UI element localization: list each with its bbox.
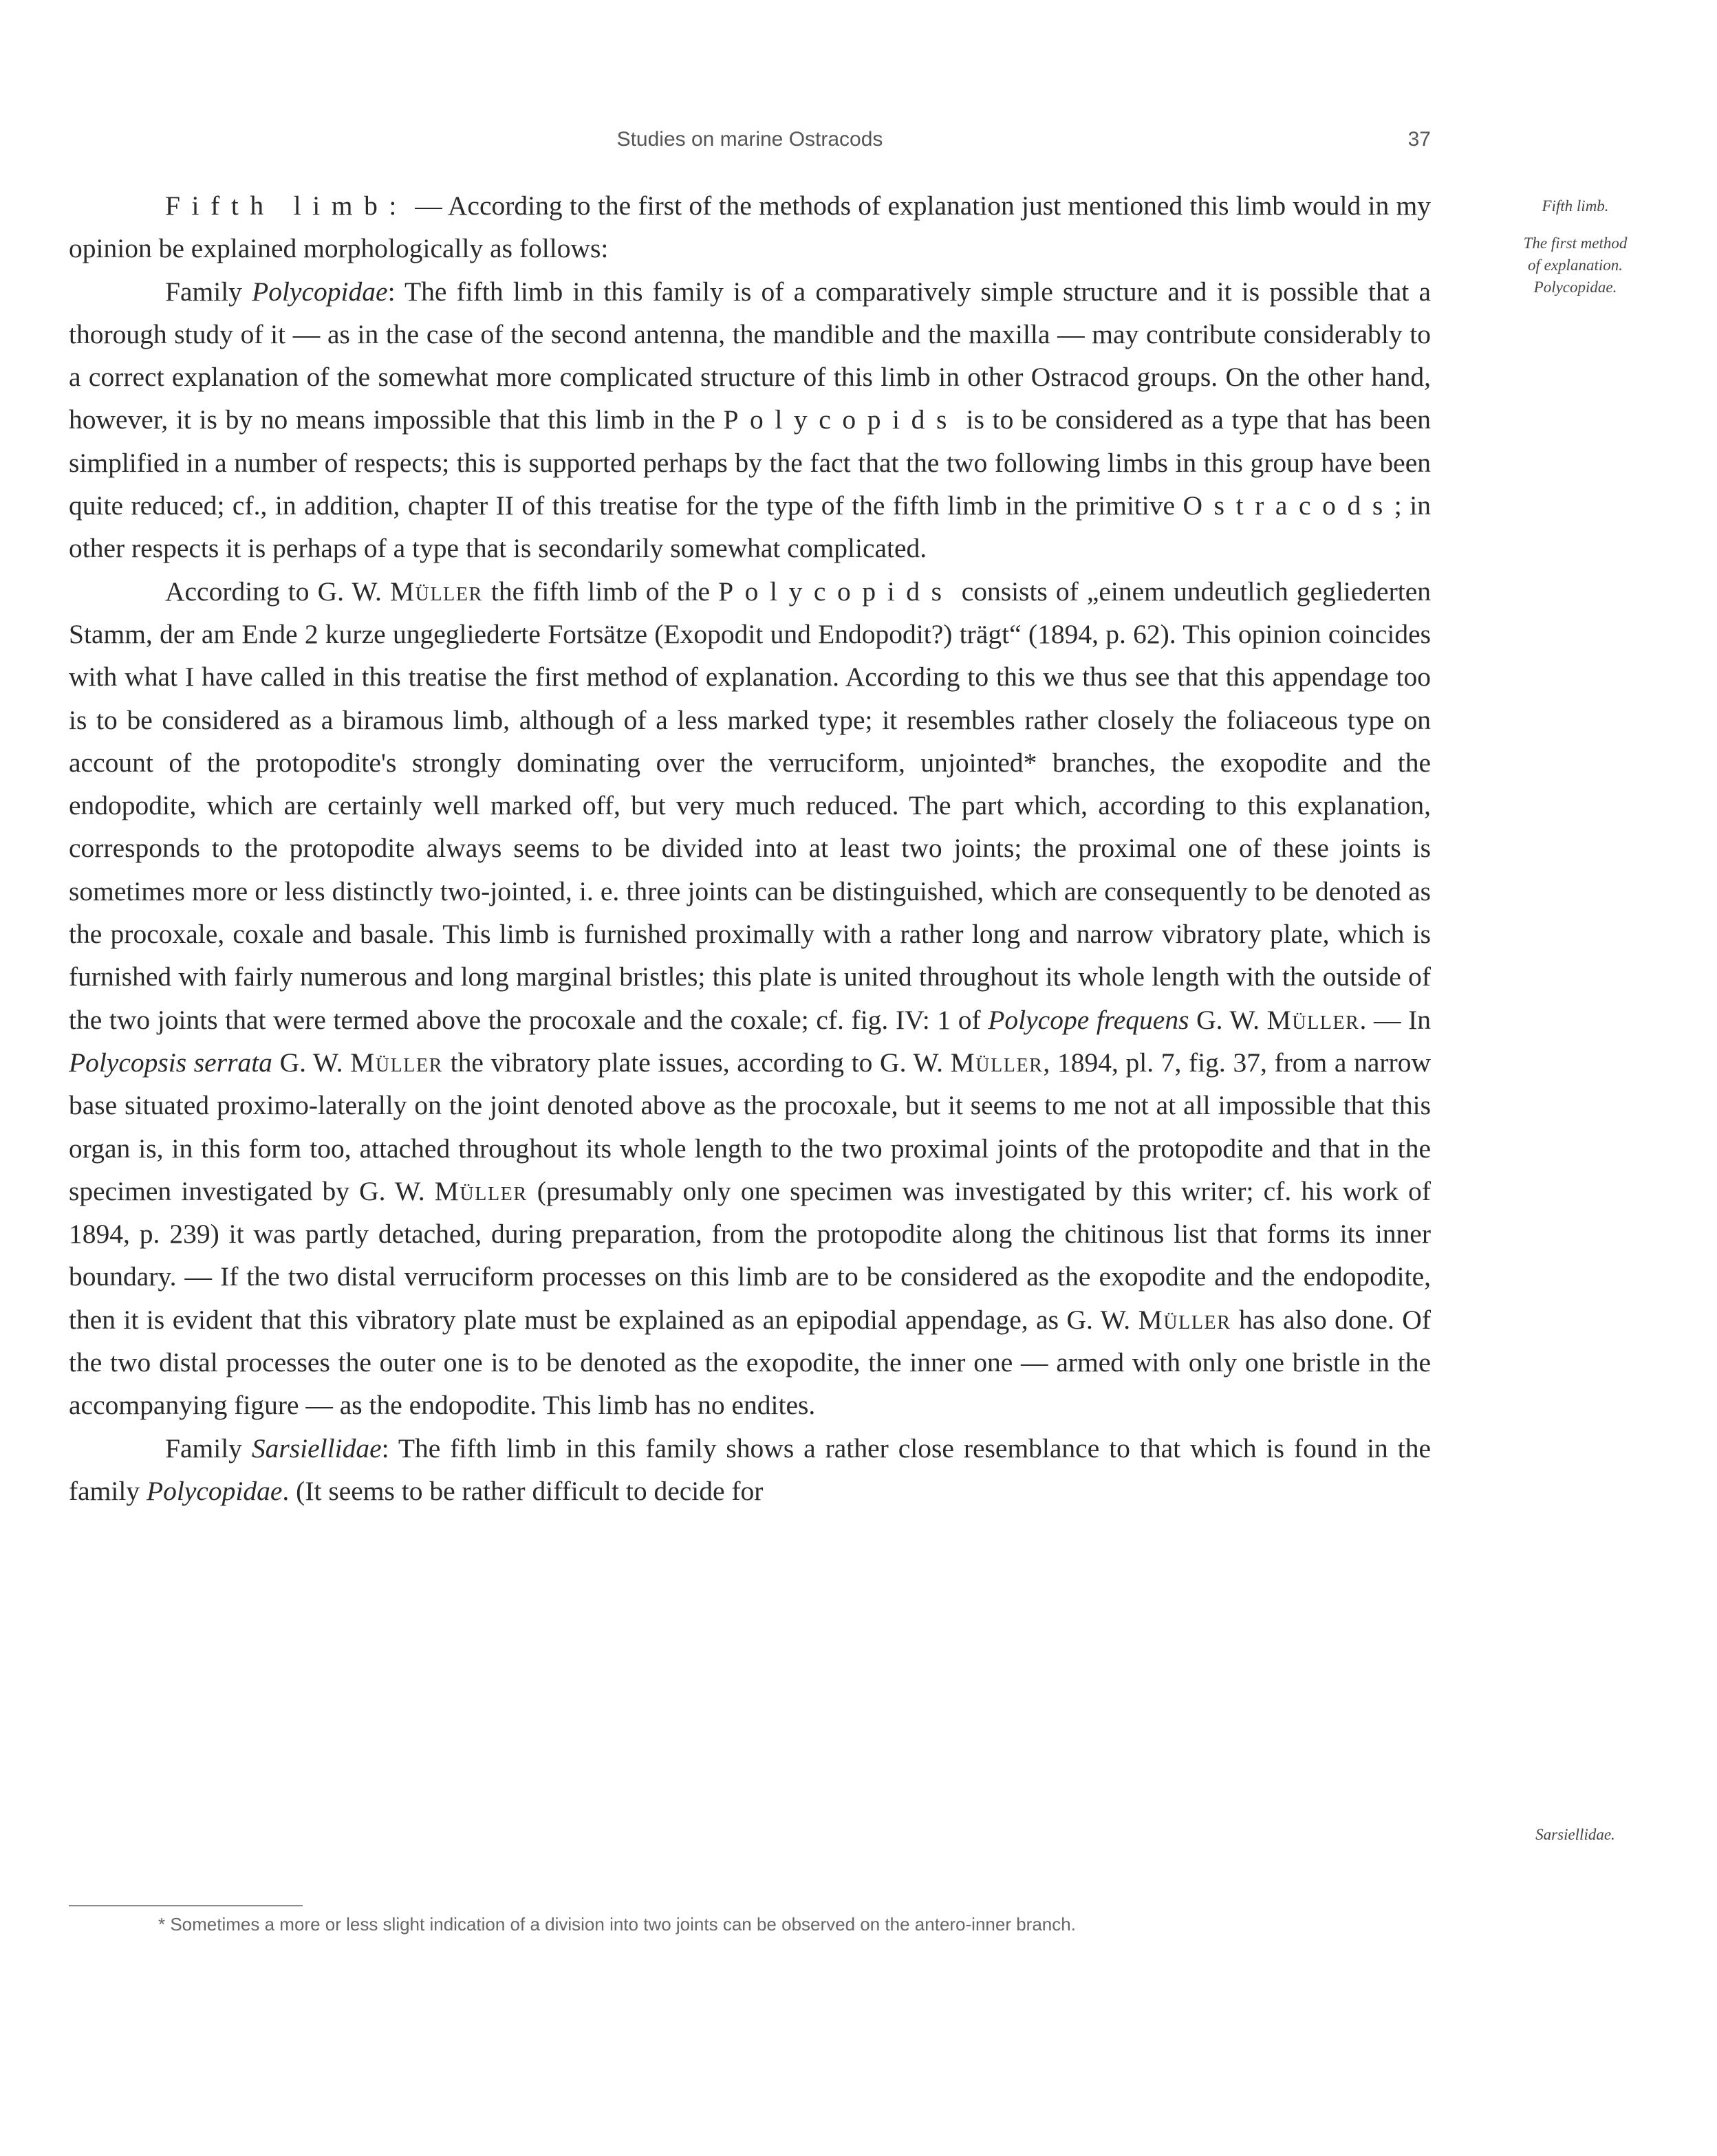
text-run: G. W. — [1189, 1004, 1267, 1035]
spaced-term: Ostracods — [1183, 490, 1394, 521]
author-name: Müller — [389, 576, 483, 607]
text-run: consists of „einem undeutlich gegliederten Stamm, der am Ende 2 kurze ungegliederte Fortsätze (Exopodit und Endopodit?) trägt“ (1894, p. 62). This opinion coincides with what I have called in this treatise the first method of explanation. According to this we thus see that this appendage too is to be considered as a biramous limb, although of a less marked type; it resembles rather closely the foliaceous type on account of the protopodite's strongly dominating over the verruciform, unjointed* branches, the exopodite and the endopodite, which are certainly well marked off, but very much reduced. The part which, according to this explanation, corresponds to the protopodite always seems to be divided into at least two joints; the proximal one of these joints is sometimes more or less distinctly two-jointed, i. e. three joints can be distinguished, which are consequently to be denoted as the procoxale, coxale and basale. This limb is furnished proximally with a rather long and narrow vibratory plate, which is furnished with fairly numerous and long marginal bristles; this plate is united throughout its whole length with the outside of the two joints that were termed above the procoxale and the coxale; cf. fig. IV: 1 of — [69, 576, 1431, 1035]
paragraph-sarsiellidae — [69, 1427, 1431, 1513]
text-run: According to G. W. — [165, 576, 390, 607]
author-name: Müller — [1138, 1304, 1231, 1335]
text-run: . (It seems to be rather difficult to decide for — [282, 1475, 764, 1506]
text-run: has also done. Of the two distal processes the outer one is to be denoted as the exopodite, the inner one — armed with only one bristle in the accompanying figure — as the endopodite. This limb has no endites. — [69, 1304, 1431, 1421]
text-run: (presumably only one specimen was investigated by this writer; cf. his work of 1894, p. 239) it was partly detached, during preparation, from the protopodite along the chitinous list that forms its inner boundary. — If the two distal verruciform processes on this limb are to be considered as the exopodite and the endopodite, then it is evident that this vibratory plate must be explained as an epipodial appendage, as G. W. — [69, 1175, 1432, 1335]
author-name: Müller — [950, 1047, 1044, 1078]
body-text — [69, 184, 1431, 1512]
margin-note-of-explanation: of explanation. — [1528, 257, 1623, 274]
text-run: Family — [165, 276, 252, 307]
text-run: is to be considered as a type that has been simplified in a number of respects; this is supported perhaps by the fact that the two following limbs in this group have been quite reduced; cf., in addition, chapter II of this treatise for the type of the fifth limb in the primitive — [69, 404, 1432, 521]
text-run: Family — [165, 1433, 252, 1463]
author-name: Müller — [350, 1047, 443, 1078]
family-name: Polycopidae — [146, 1475, 283, 1506]
text-run: ; in other respects it is perhaps of a type that is secondarily somewhat complicated. — [69, 490, 1431, 564]
text-run: : The fifth limb in this family shows a rather close resemblance to that which is found in the family — [69, 1433, 1431, 1506]
running-head — [69, 128, 1431, 162]
spaced-term: Polycopids — [718, 576, 953, 607]
spaced-term: Polycopids — [723, 404, 958, 435]
family-name: Sarsiellidae — [251, 1433, 382, 1463]
paragraph-text: — According to the first of the methods of explanation just mentioned this limb would in my opinion be explained morphologically as follows: — [69, 190, 1431, 264]
text-run: , 1894, pl. 7, fig. 37, from a narrow base situated proximo-laterally on the joint denoted above as the procoxale, but it seems to me not at all impossible that this organ is, in this form too, attached throughout its whole length to the two proximal joints of the protopodite and that in the specimen investigated by G. W. — [69, 1047, 1431, 1206]
margin-note-first-method: The first method — [1523, 235, 1628, 252]
text-run: : The fifth limb in this family is of a comparatively simple structure and it is possible that a thorough study of it — as in the case of the second antenna, the mandible and the maxilla — may contribute considerably to a correct explanation of the somewhat more complicated structure of this limb in other Ostracod groups. On the other hand, however, it is by no means impossible that this limb in the — [69, 276, 1431, 435]
species-name: Polycope frequens — [988, 1004, 1189, 1035]
page-number: 37 — [1407, 128, 1431, 151]
text-run: . — In — [1359, 1004, 1432, 1035]
paragraph-muller — [69, 570, 1431, 1427]
footnote: * Sometimes a more or less slight indication of a division into two joints can be observed on the antero-inner branch. — [158, 1914, 1076, 1935]
text-run: the vibratory plate issues, according to G. W. — [442, 1047, 951, 1078]
margin-note-polycopidae: Polycopidae. — [1533, 279, 1617, 296]
author-name: Müller — [434, 1175, 528, 1206]
running-title: Studies on marine Ostracods — [616, 128, 883, 151]
section-heading: Fifth limb: — [165, 190, 408, 221]
paragraph-fifth-limb — [69, 184, 1431, 270]
author-name: Müller — [1266, 1004, 1360, 1035]
margin-note-sarsiellidae: Sarsiellidae. — [1535, 1826, 1615, 1843]
text-run: G. W. — [272, 1047, 351, 1078]
margin-note-fifth-limb: Fifth limb. — [1542, 197, 1609, 215]
paragraph-polycopidae — [69, 270, 1431, 570]
family-name: Polycopidae — [252, 276, 388, 307]
species-name: Polycopsis serrata — [69, 1047, 272, 1078]
footnote-rule — [69, 1905, 303, 1906]
text-run: the fifth limb of the — [482, 576, 719, 607]
